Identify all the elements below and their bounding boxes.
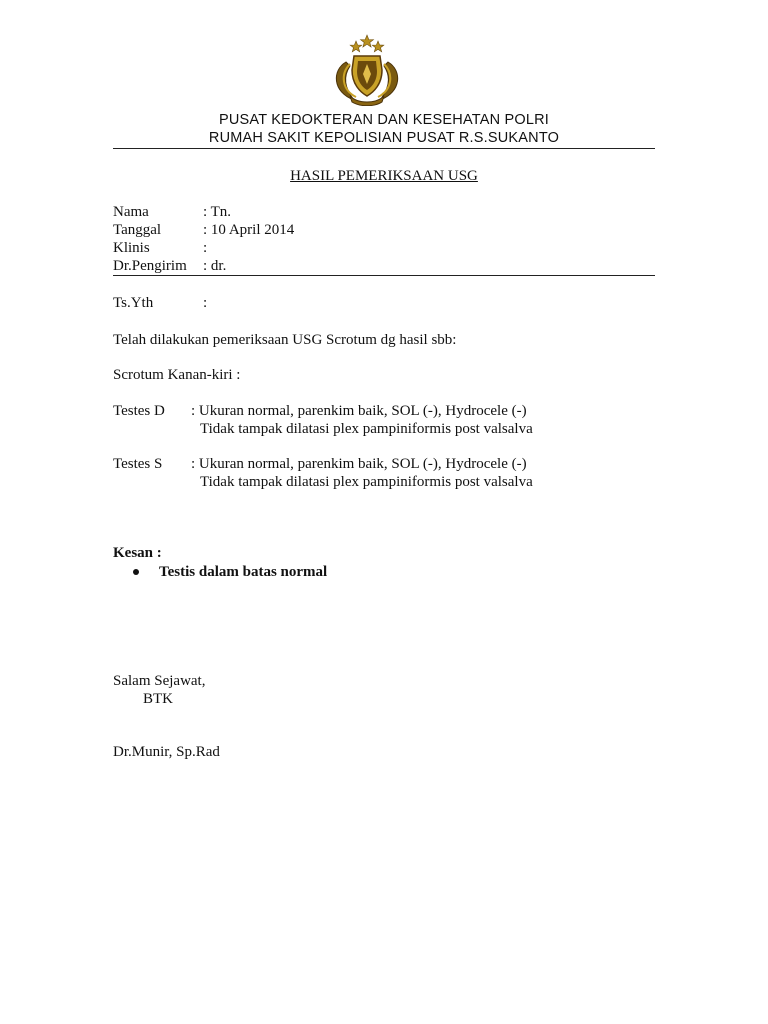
letterhead-line-1: PUSAT KEDOKTERAN DAN KESEHATAN POLRI xyxy=(218,112,550,128)
polri-emblem-logo xyxy=(324,34,410,106)
bullet-icon xyxy=(133,569,139,575)
finding-label-testes-d: Testes D xyxy=(113,403,165,419)
conclusion-heading: Kesan : xyxy=(113,545,162,561)
patient-info-value-pengirim: : dr. xyxy=(203,258,227,274)
patient-info-label-pengirim: Dr.Pengirim xyxy=(113,258,187,274)
finding-line-1-testes-s: : Ukuran normal, parenkim baik, SOL (-), Hydrocele (-) xyxy=(191,456,527,472)
document-title: HASIL PEMERIKSAAN USG xyxy=(290,168,478,184)
patient-info-label-tanggal: Tanggal xyxy=(113,222,162,238)
recipient-label: Ts.Yth xyxy=(113,295,154,311)
closing-abbreviation: BTK xyxy=(143,691,173,707)
patient-info-value-klinis: : xyxy=(203,240,208,256)
recipient-value: : xyxy=(203,295,208,311)
conclusion-item: Testis dalam batas normal xyxy=(159,564,328,580)
patient-info-value-nama: : Tn. xyxy=(203,204,232,220)
section-heading: Scrotum Kanan-kiri : xyxy=(113,367,241,383)
star-icon xyxy=(372,41,384,52)
info-divider xyxy=(113,275,655,276)
finding-label-testes-s: Testes S xyxy=(113,456,163,472)
finding-line-2-testes-d: Tidak tampak dilatasi plex pampiniformis post valsalva xyxy=(200,421,533,437)
star-icon xyxy=(361,35,374,47)
letterhead-line-2: RUMAH SAKIT KEPOLISIAN PUSAT R.S.SUKANTO xyxy=(208,130,560,146)
patient-info-label-nama: Nama xyxy=(113,204,149,220)
finding-line-1-testes-d: : Ukuran normal, parenkim baik, SOL (-), Hydrocele (-) xyxy=(191,403,527,419)
finding-line-2-testes-s: Tidak tampak dilatasi plex pampiniformis post valsalva xyxy=(200,474,533,490)
header-divider xyxy=(113,148,655,149)
star-icon xyxy=(350,41,362,52)
intro-text: Telah dilakukan pemeriksaan USG Scrotum dg hasil sbb: xyxy=(113,332,457,348)
patient-info-label-klinis: Klinis xyxy=(113,240,150,256)
closing-salutation: Salam Sejawat, xyxy=(113,673,206,689)
patient-info-value-tanggal: : 10 April 2014 xyxy=(203,222,295,238)
signer-name: Dr.Munir, Sp.Rad xyxy=(113,744,220,760)
